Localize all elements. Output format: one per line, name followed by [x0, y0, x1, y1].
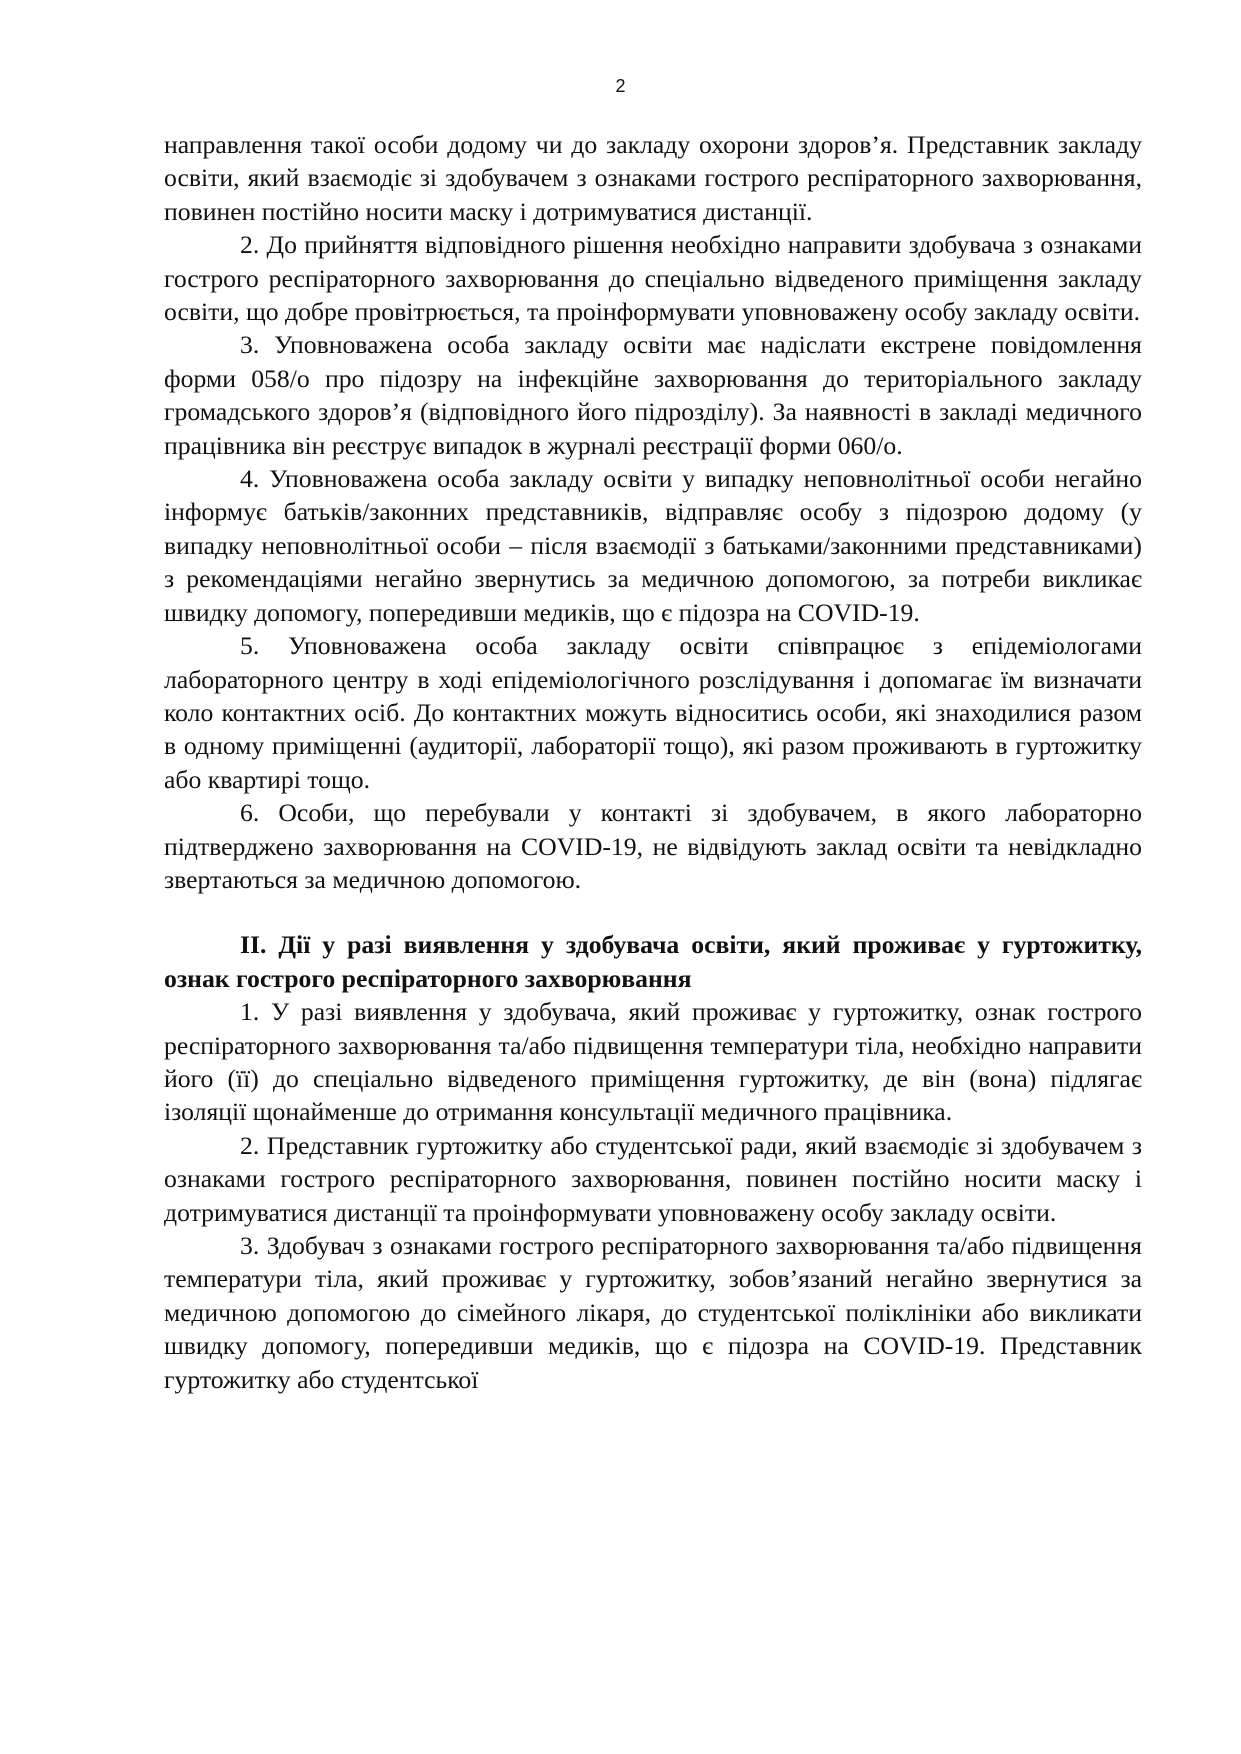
paragraph-item-4: 4. Уповноважена особа закладу освіти у випадку неповнолітньої особи негайно інформує батьків/законних представників, відправляє особу з підозрою додому (у випадку неповнолітньої особи – після взаємодії з батьками/законними представниками) з рекомендаціями негайно звернутись за медичною допомогою, за потреби викликає швидку допомогу, попередивши медиків, що є підозра на COVID-19. [164, 464, 1142, 627]
page-number: 2 [615, 76, 626, 96]
paragraph-item-3: 3. Уповноважена особа закладу освіти має надіслати екстрене повідомлення форми 058/о про підозру на інфекційне захворювання до територіального закладу громадського здоров’я (відповідного його підрозділу). За наявності в закладі медичного працівника він реєструє випадок в журналі реєстрації форми 060/о. [164, 330, 1142, 460]
section2-item-2: 2. Представник гуртожитку або студентської ради, який взаємодіє зі здобувачем з ознаками гострого респіраторного захворювання, повинен постійно носити маску і дотримуватися дистанції та проінформувати уповноважену особу закладу освіти. [164, 1130, 1142, 1227]
section2-item-3: 3. Здобувач з ознаками гострого респіраторного захворювання та/або підвищення температури тіла, який проживає у гуртожитку, зобов’язаний негайно звернутися за медичною допомогою до сімейного лікаря, до студентської поліклініки або викликати швидку допомогу, попередивши медиків, що є підозра на COVID-19. Представник гуртожитку або студентської [164, 1231, 1142, 1394]
paragraph-item-5: 5. Уповноважена особа закладу освіти співпрацює з епідеміологами лабораторного центру в ході епідеміологічного розслідування і допомагає їм визначати коло контактних осіб. До контактних можуть відноситись особи, які знаходилися разом в одному приміщенні (аудиторії, лабораторії тощо), які разом проживають в гуртожитку або квартирі тощо. [164, 631, 1142, 794]
paragraph-item-6: 6. Особи, що перебували у контакті зі здобувачем, в якого лабораторно підтверджено захворювання на COVID-19, не відвідують заклад освіти та невідкладно звертаються за медичною допомогою. [164, 798, 1142, 894]
section2-item-1: 1. У разі виявлення у здобувача, який проживає у гуртожитку, ознак гострого респіраторного захворювання та/або підвищення температури тіла, необхідно направити його (її) до спеціально відведеного приміщення гуртожитку, де він (вона) підлягає ізоляції щонайменше до отримання консультації медичного працівника. [164, 997, 1142, 1127]
paragraph-item-2: 2. До прийняття відповідного рішення необхідно направити здобувача з ознаками гострого респіраторного захворювання до спеціально відведеного приміщення закладу освіти, що добре провітрюється, та проінформувати уповноважену особу закладу освіти. [164, 230, 1142, 327]
section-heading: II. Дії у разі виявлення у здобувача освіти, який проживає у гуртожитку, ознак гострого респіраторного захворювання [164, 930, 1142, 993]
paragraph-continuation: направлення такої особи додому чи до закладу охорони здоров’я. Представник закладу освіти, який взаємодіє зі здобувачем з ознаками гострого респіраторного захворювання, повинен постійно носити маску і дотримуватися дистанції. [164, 130, 1142, 226]
document-body [164, 128, 1142, 1396]
